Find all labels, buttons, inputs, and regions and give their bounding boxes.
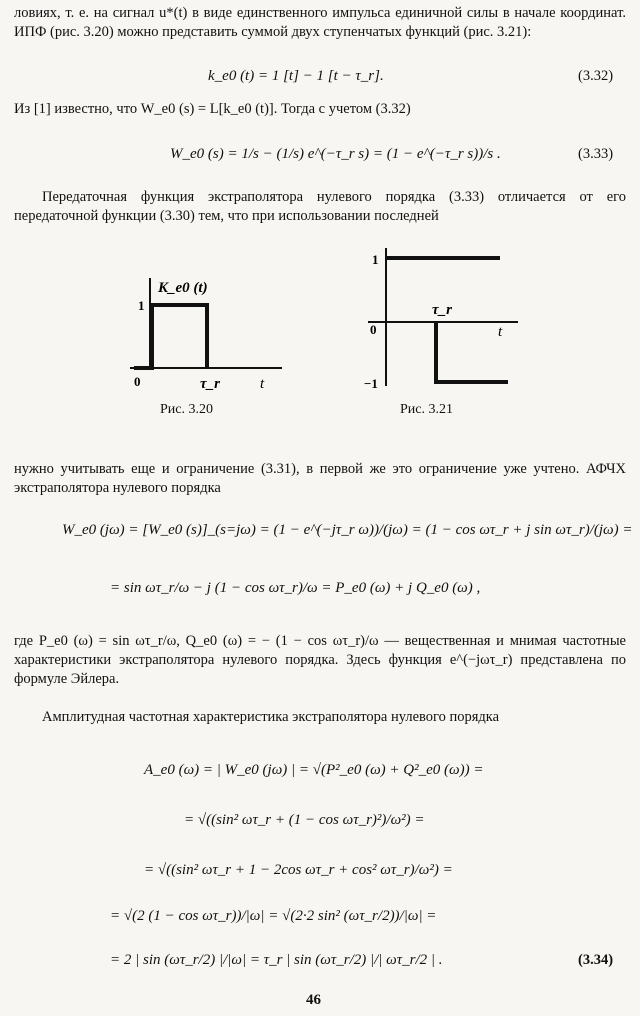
paragraph-3: Передаточная функция экстраполятора нулевого порядка (3.33) отличается от его передаточной функции (3.30) тем, что при использовании последней <box>14 189 626 224</box>
fig20-one-label: 1 <box>138 298 145 313</box>
page-number: 46 <box>306 992 321 1008</box>
equation-afchx-line-2: = sin ωτ_r/ω − j (1 − cos ωτ_r)/ω = P_e0 (ω) + j Q_e0 (ω) , <box>110 580 481 596</box>
fig21-zero-label: 0 <box>370 322 377 337</box>
fig21-tau-label: τ_r <box>432 302 452 318</box>
equation-number-3-32: (3.32) <box>578 68 614 84</box>
equation-amplitude-line-1: A_e0 (ω) = | W_e0 (jω) | = √(P²_e0 (ω) + Q²_e0 (ω)) = <box>144 762 484 778</box>
fig20-ylabel: K_e0 (t) <box>158 280 208 296</box>
figure-3-21-caption: Рис. 3.21 <box>400 402 453 417</box>
fig20-tau-label: τ_r <box>200 376 220 392</box>
figure-3-21 <box>358 244 528 394</box>
fig21-minus-one-label: −1 <box>364 376 378 391</box>
paragraph-2: Из [1] известно, что W_e0 (s) = L[k_e0 (t)]. Тогда с учетом (3.32) <box>14 101 411 117</box>
equation-3-32: k_e0 (t) = 1 [t] − 1 [t − τ_r]. <box>208 68 384 84</box>
equation-number-3-33: (3.33) <box>578 146 614 162</box>
fig21-one-label: 1 <box>372 252 379 267</box>
equation-3-33: W_e0 (s) = 1/s − (1/s) e^(−τ_r s) = (1 − e^(−τ_r s))/s . <box>170 146 501 162</box>
equation-amplitude-line-2: = √((sin² ωτ_r + (1 − cos ωτ_r)²)/ω²) = <box>184 812 425 828</box>
figure-3-20-caption: Рис. 3.20 <box>160 402 213 417</box>
fig21-t-label: t <box>498 324 503 340</box>
fig20-zero-label: 0 <box>134 374 141 389</box>
equation-amplitude-line-3: = √((sin² ωτ_r + 1 − 2cos ωτ_r + cos² ωτ_r)/ω²) = <box>144 862 453 878</box>
fig20-t-label: t <box>260 376 265 392</box>
figure-3-20 <box>120 268 290 398</box>
equation-amplitude-line-4: = √(2 (1 − cos ωτ_r))/|ω| = √(2·2 sin² (ωτ_r/2))/|ω| = <box>110 908 437 924</box>
paragraph-5: где P_e0 (ω) = sin ωτ_r/ω, Q_e0 (ω) = − (1 − cos ωτ_r)/ω — вещественная и мнимая частотные характеристики экстраполятора нулевого порядка. Здесь функция e^(−jωτ_r) представлена по формуле Эйлера. <box>14 633 626 687</box>
equation-amplitude-line-5: = 2 | sin (ωτ_r/2) |/|ω| = τ_r | sin (ωτ_r/2) |/| ωτ_r/2 | . <box>110 952 443 968</box>
equation-afchx-line-1: W_e0 (jω) = [W_e0 (s)]_(s=jω) = (1 − e^(−jτ_r ω))/(jω) = (1 − cos ωτ_r + j sin ωτ_r)/(jω) = <box>62 522 633 538</box>
paragraph-6: Амплитудная частотная характеристика экстраполятора нулевого порядка <box>42 709 500 725</box>
paragraph-4: нужно учитывать еще и ограничение (3.31), в первой же это ограничение уже учтено. АФЧХ экстраполятора нулевого порядка <box>14 461 626 496</box>
equation-number-3-34: (3.34) <box>578 952 614 968</box>
paragraph-1 <box>14 4 626 42</box>
paragraph-1-text: ловиях, т. е. на сигнал u*(t) в виде единственного импульса единичной силы в начале координат. ИПФ (рис. 3.20) можно представить суммой двух ступенчатых функций (рис. 3.21): <box>14 5 626 40</box>
